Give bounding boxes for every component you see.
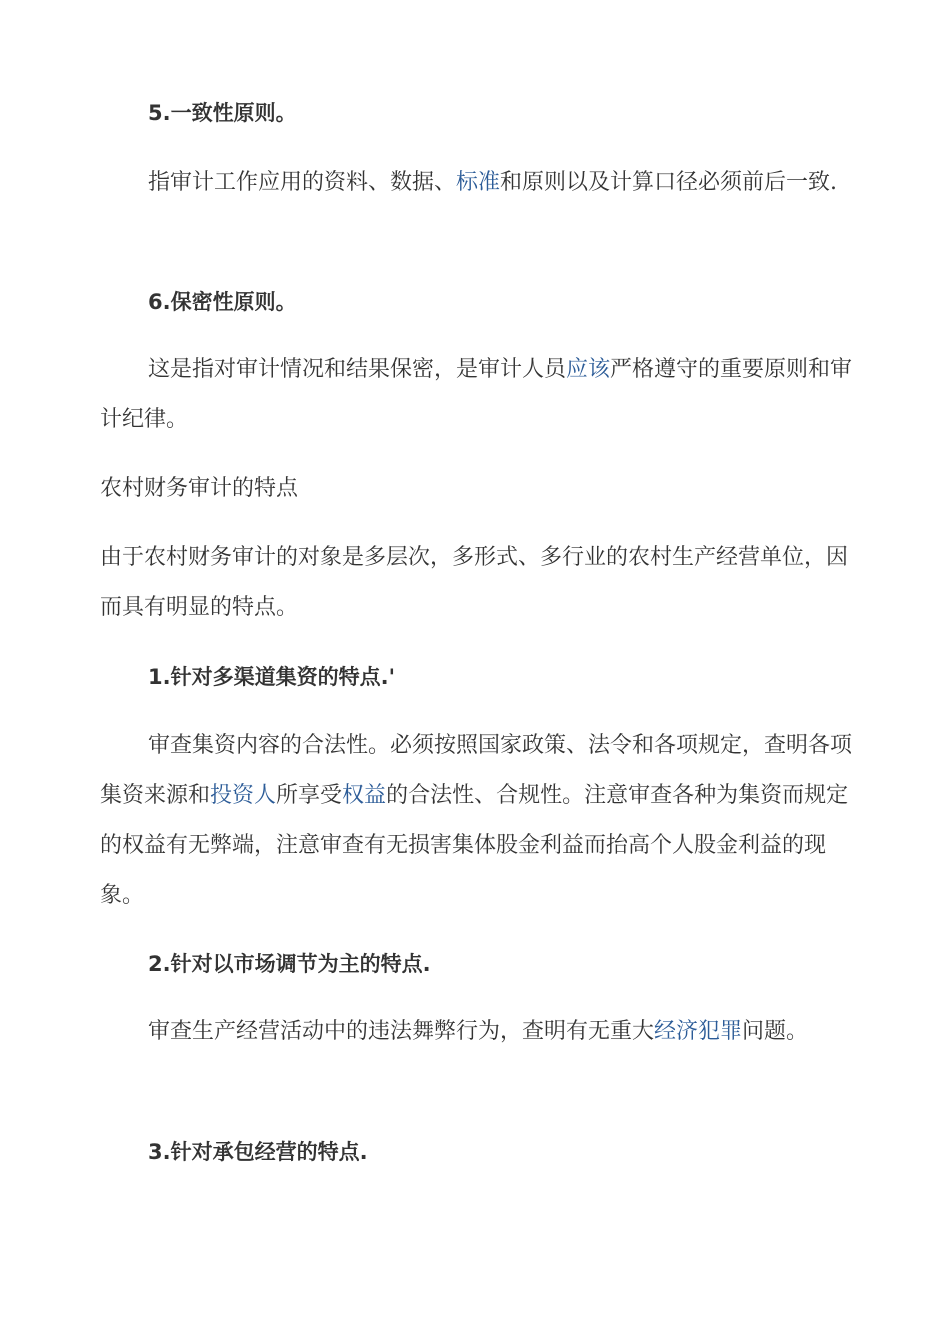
heading-contract-operation: 3.针对承包经营的特点. — [148, 1140, 368, 1164]
paragraph-multi-channel-funding — [100, 721, 860, 921]
heading-multi-channel-funding: 1.针对多渠道集资的特点.' — [148, 665, 395, 689]
paragraph-text: 指审计工作应用的资料、数据、 — [148, 170, 457, 195]
heading-confidentiality-principle: 6.保密性原则。 — [148, 290, 297, 314]
link-economic-crime[interactable]: 经济犯罪 — [654, 1019, 743, 1044]
paragraph-consistency — [100, 158, 860, 208]
link-investor[interactable]: 投资人 — [210, 783, 277, 808]
link-should[interactable]: 应该 — [566, 357, 611, 382]
paragraph-text: 的合法性、合规性。注意审查各种为集资而规定的权益有无弊端，注意审查有无损害集体股金利益而抬高个人股金利益的现象。 — [100, 783, 849, 908]
link-standard[interactable]: 标准 — [456, 170, 501, 195]
heading-consistency-principle: 5.一致性原则。 — [148, 101, 297, 125]
paragraph-text: 这是指对审计情况和结果保密，是审计人员 — [148, 357, 567, 382]
heading-market-regulation: 2.针对以市场调节为主的特点. — [148, 952, 431, 976]
link-rights[interactable]: 权益 — [342, 783, 387, 808]
paragraph-text: 审查生产经营活动中的违法舞弊行为，查明有无重大 — [148, 1019, 655, 1044]
paragraph-confidentiality — [100, 345, 860, 445]
paragraph-market-regulation — [100, 1007, 920, 1057]
paragraph-text: 审查集资内容的合法性。必须按照国家政策、法令和各项规定，查明各项集资来源和 — [100, 733, 853, 808]
section-title: 农村财务审计的特点 — [100, 476, 299, 501]
paragraph-text: 问题。 — [742, 1019, 809, 1044]
paragraph-intro: 由于农村财务审计的对象是多层次，多形式、多行业的农村生产经营单位，因而具有明显的特点。 — [100, 545, 849, 620]
paragraph-text: 和原则以及计算口径必须前后一致. — [500, 170, 838, 195]
paragraph-text: 所享受 — [276, 783, 343, 808]
paragraph-text: 严格遵守的重要原则和审计纪律。 — [100, 357, 853, 432]
